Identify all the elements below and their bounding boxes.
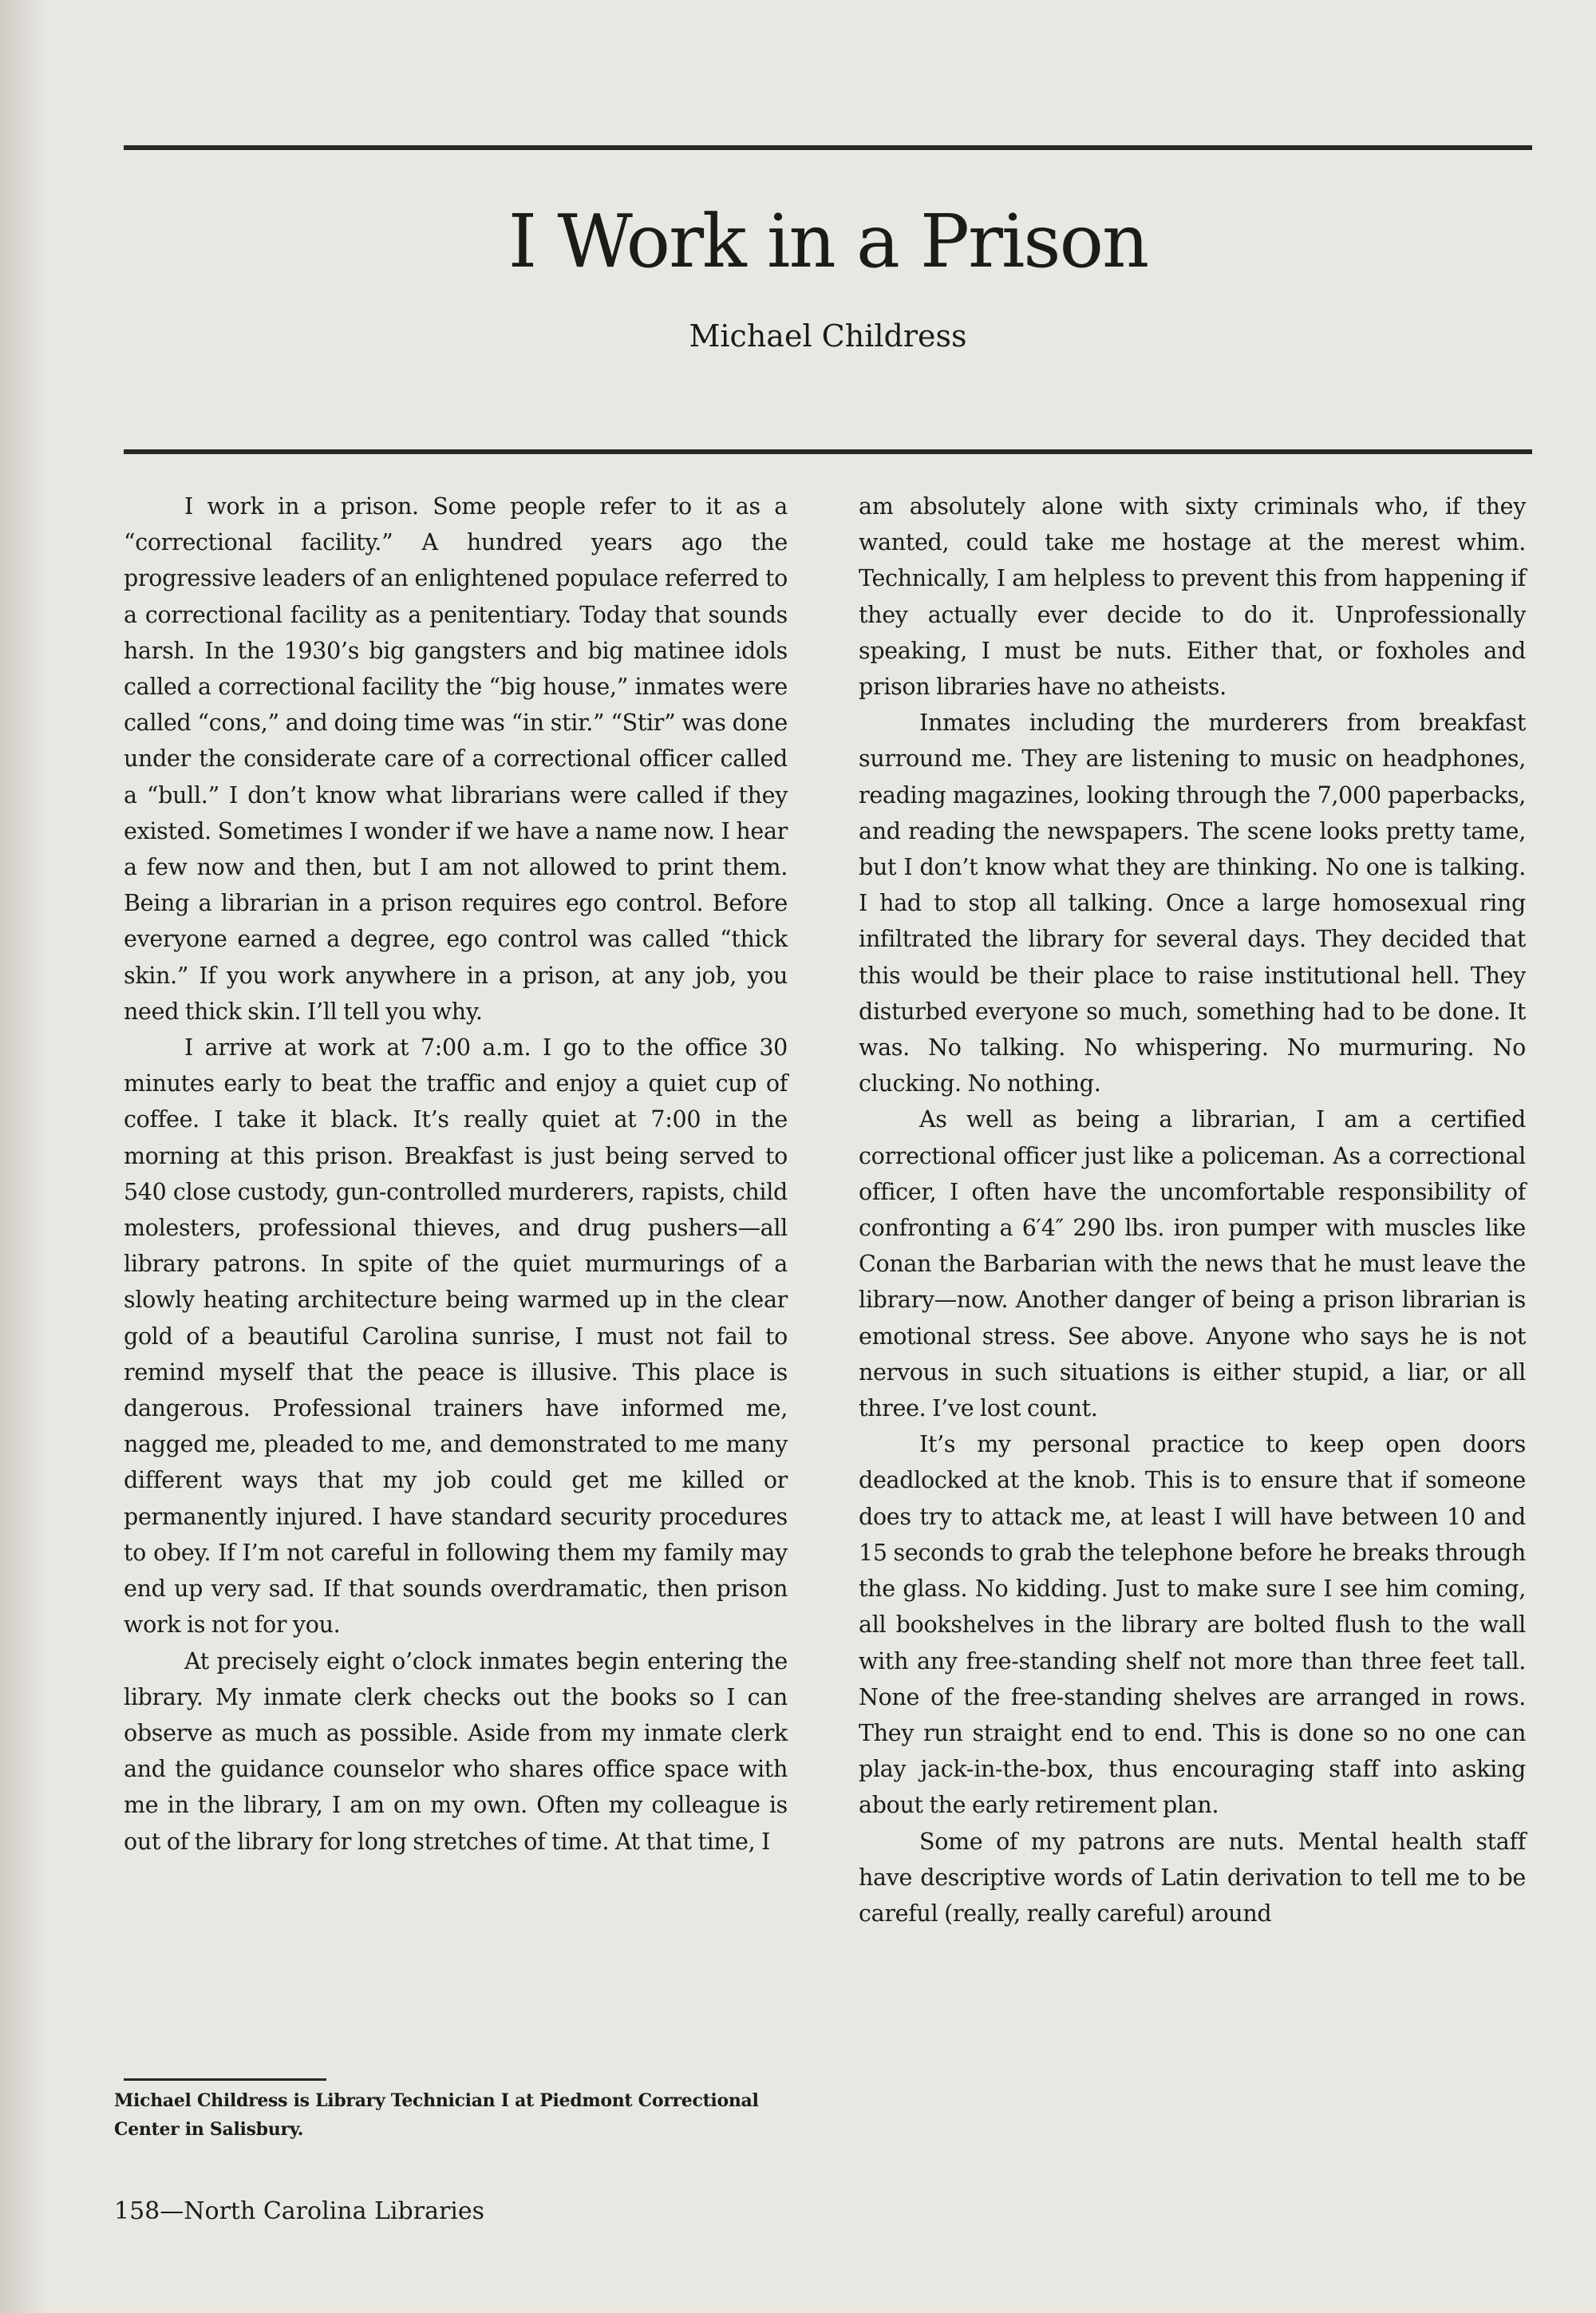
page-folio: 158—North Carolina Libraries bbox=[114, 2197, 485, 2225]
paragraph: Some of my patrons are nuts. Mental health staff have descriptive words of Latin derivation to tell me to be careful (really, really careful) around bbox=[859, 1828, 1526, 1927]
paragraph: As well as being a librarian, I am a certified correctional officer just like a policeman. As a correctional officer, I often have the uncomfortable responsibility of confronting a 6′4″ 290 lbs. iron pumper with muscles like Conan the Barbarian with the news that he must leave the library—now. Another danger of being a prison librarian is emotional stress. See above. Anyone who says he is not nervous in such situations is either stupid, a liar, or all three. I’ve lost count. bbox=[859, 1106, 1526, 1422]
page-edge-shadow bbox=[0, 0, 48, 2313]
paragraph: I arrive at work at 7:00 a.m. I go to the office 30 minutes early to beat the traffic and enjoy a quiet cup of coffee. I take it black. It’s really quiet at 7:00 in the morning at this prison. Breakfast is just being served to 540 close custody, gun-controlled murderers, rapists, child molesters, professional thieves, and drug pushers—all library patrons. In spite of the quiet murmurings of a slowly heating architecture being warmed up in the clear gold of a beautiful Carolina sunrise, I must not fail to remind myself that the peace is illusive. This place is dangerous. Professional trainers have informed me, nagged me, pleaded to me, and demonstrated to me many different ways that my job could get me killed or permanently injured. I have standard security procedures to obey. If I’m not careful in following them my family may end up very sad. If that sounds overdramatic, then prison work is not for you. bbox=[124, 1034, 788, 1639]
paragraph: At precisely eight o’clock inmates begin entering the library. My inmate clerk checks out the books so I can observe as much as possible. Aside from my inmate clerk and the guidance counselor who shares office space with me in the library, I am on my own. Often my colleague is out of the library for long stretches of time. At that time, I bbox=[124, 1647, 788, 1855]
paragraph: I work in a prison. Some people refer to it as a “correctional facility.” A hundred years ago the progressive leaders of an enlightened populace referred to a correctional facility as a penitentiary. Today that sounds harsh. In the 1930’s big gangsters and big matinee idols called a correctional facility the “big house,” inmates were called “cons,” and doing time was “in stir.” “Stir” was done under the considerate care of a correctional officer called a “bull.” I don’t know what librarians were called if they existed. Sometimes I wonder if we have a name now. I hear a few now and then, but I am not allowed to print them. Being a librarian in a prison requires ego control. Before everyone earned a degree, ego control was called “thick skin.” If you work anywhere in a prison, at any job, you need thick skin. I’ll tell you why. bbox=[124, 493, 788, 1025]
footnote-rule bbox=[124, 2078, 326, 2081]
article-author: Michael Childress bbox=[689, 318, 967, 354]
paragraph: Inmates including the murderers from breakfast surround me. They are listening to music on headphones, reading magazines, looking through the 7,000 paperbacks, and reading the newspapers. The scene looks pretty tame, but I don’t know what they are thinking. No one is talking. I had to stop all talking. Once a large homosexual ring infiltrated the library for several days. They decided that this would be their place to raise institutional hell. They disturbed everyone so much, something had to be done. It was. No talking. No whispering. No murmuring. No clucking. No nothing. bbox=[859, 710, 1526, 1097]
paragraph: am absolutely alone with sixty criminals who, if they wanted, could take me hostage at the merest whim. Technically, I am helpless to prevent this from happening if they actually ever decide to do it. Unprofessionally speaking, I must be nuts. Either that, or foxholes and prison libraries have no atheists. bbox=[859, 493, 1526, 701]
title-rule-bottom bbox=[124, 449, 1532, 454]
title-rule-top bbox=[124, 145, 1532, 150]
left-column bbox=[124, 488, 788, 1860]
author-footnote: Michael Childress is Library Technician I at Piedmont Correctional Center in Salisbury. bbox=[114, 2090, 759, 2140]
paragraph: It’s my personal practice to keep open doors deadlocked at the knob. This is to ensure that if someone does try to attack me, at least I will have between 10 and 15 seconds to grab the telephone before he breaks through the glass. No kidding. Just to make sure I see him coming, all bookshelves in the library are bolted flush to the wall with any free-standing shelf not more than three feet tall. None of the free-standing shelves are arranged in rows. They run straight end to end. This is done so no one can play jack-in-the-box, thus encouraging staff into asking about the early retirement plan. bbox=[859, 1431, 1526, 1819]
right-column bbox=[859, 488, 1526, 1931]
article-title: I Work in a Prison bbox=[508, 199, 1148, 284]
